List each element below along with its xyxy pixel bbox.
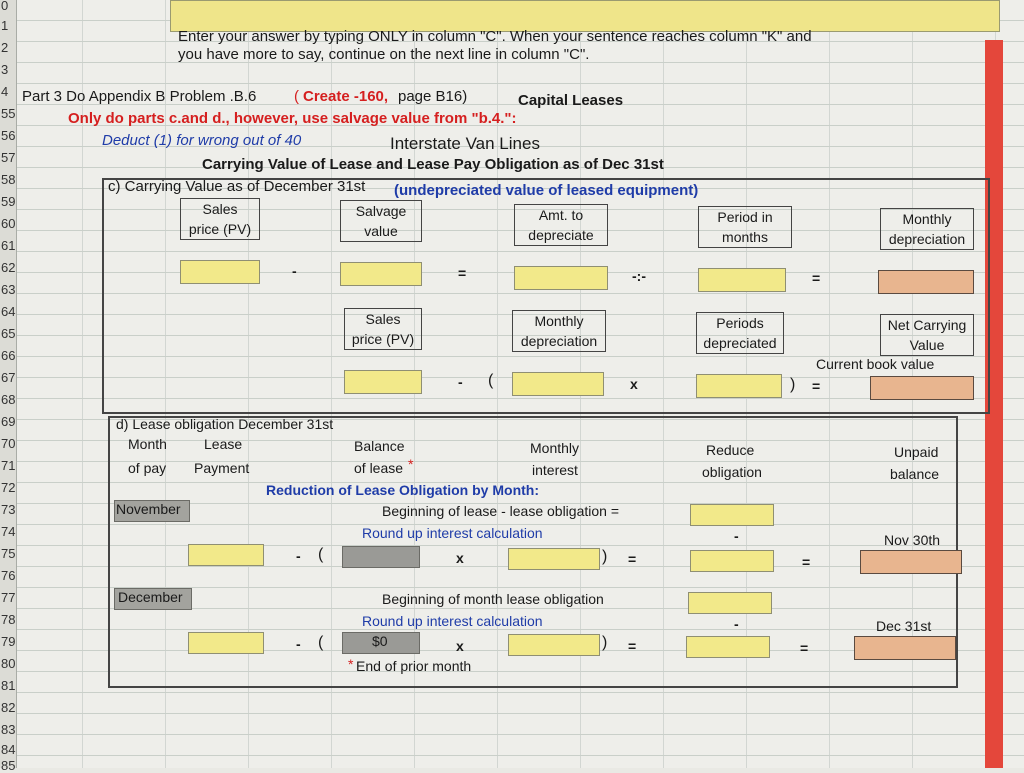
create-label: Create -160, [303,88,389,105]
row-number[interactable]: 63 [1,282,16,297]
header-text: Sales [202,201,238,217]
divide-operator: -:- [632,268,646,284]
periods-depreciated-header [696,312,784,354]
deduct-note: Deduct (1) for wrong out of 40 [102,132,302,149]
period-months-header [698,206,792,248]
multiply-operator: x [456,550,464,566]
part-label: Part 3 Do Appendix B Problem .B.6 [22,88,257,105]
balance-header: Balance [354,438,405,454]
equals-operator: = [812,270,821,286]
row-number[interactable]: 58 [1,172,16,187]
row-number[interactable]: 81 [1,678,16,693]
nov-30th-label: Nov 30th [884,532,941,548]
month-header: Month [128,436,167,452]
of-lease-header: of lease [354,460,404,476]
amt-depreciate-header [514,204,608,246]
header-text: depreciated [703,335,777,351]
equals-operator: = [628,638,637,654]
monthly-depreciation-input-2[interactable] [512,372,604,396]
row-number[interactable]: 60 [1,216,16,231]
row-number[interactable]: 56 [1,128,16,143]
row-number[interactable]: 82 [1,700,16,715]
row-number[interactable]: 64 [1,304,16,319]
footnote-text: End of prior month [356,658,472,674]
current-book-value-label: Current book value [816,356,935,372]
december-label: December [118,589,183,605]
header-text: Amt. to [538,207,584,223]
sales-price-header-2 [344,308,422,350]
sheet-title: Carrying Value of Lease and Lease Pay Obligation as of Dec 31st [202,156,664,173]
amt-depreciate-input[interactable] [514,266,608,290]
november-unpaid-balance-result[interactable] [860,550,962,574]
row-number[interactable]: 79 [1,634,16,649]
asterisk-marker: * [408,456,414,472]
header-text: depreciation [888,231,966,247]
sales-price-input-2[interactable] [344,370,422,394]
header-text: depreciation [520,333,598,349]
november-beginning-balance-input[interactable] [690,504,774,526]
november-label: November [116,501,181,517]
header-text: Salvage [355,203,407,219]
header-text: Period in [717,209,773,225]
row-number[interactable]: 62 [1,260,16,275]
header-text: Periods [716,315,764,331]
november-round-note: Round up interest calculation [362,525,543,541]
equals-operator: = [458,265,467,281]
header-text: Monthly [902,211,952,227]
minus-operator: - [734,528,739,544]
periods-depreciated-input[interactable] [696,374,782,398]
row-number[interactable]: 77 [1,590,16,605]
header-text: price (PV) [351,331,415,347]
row-number[interactable]: 3 [1,62,9,77]
minus-operator: - [458,374,463,390]
row-number[interactable]: 74 [1,524,16,539]
row-number[interactable]: 57 [1,150,16,165]
row-number[interactable]: 1 [1,18,9,33]
row-number[interactable]: 85 [1,758,16,773]
row-number[interactable]: 59 [1,194,16,209]
header-text: Sales [365,311,401,327]
unpaid-header: Unpaid [894,444,939,460]
close-paren: ) [602,634,608,651]
section-d-label: d) Lease obligation December 31st [116,416,334,432]
row-number-column [0,0,17,773]
row-number[interactable]: 71 [1,458,16,473]
salvage-value-input[interactable] [340,262,422,286]
row-number[interactable]: 80 [1,656,16,671]
net-carrying-value-header [880,314,974,356]
december-beginning-balance-input[interactable] [688,592,772,614]
interest-header: interest [532,462,578,478]
equals-operator: = [802,554,811,570]
december-line1: Beginning of month lease obligation [382,591,604,607]
capital-leases-title: Capital Leases [518,92,624,109]
december-interest-input[interactable] [508,634,600,656]
payment-header: Payment [194,460,250,476]
salvage-value-header [340,200,422,242]
row-number[interactable]: 4 [1,84,9,99]
page-label: page B16) [398,88,468,105]
row-number[interactable]: 84 [1,742,16,757]
header-text: Monthly [534,313,584,329]
reduce-header: Reduce [706,442,755,458]
december-reduce-obligation-input[interactable] [686,636,770,658]
november-reduce-obligation-input[interactable] [690,550,774,572]
december-unpaid-balance-result[interactable] [854,636,956,660]
row-number[interactable]: 75 [1,546,16,561]
minus-operator: - [296,548,301,564]
open-paren: ( [488,372,494,389]
section-c-label: c) Carrying Value as of December 31st [108,178,366,195]
sales-price-input[interactable] [180,260,260,284]
header-text: Value [909,337,945,353]
minus-operator: - [296,636,301,652]
header-text: price (PV) [188,221,252,237]
row-number[interactable]: 65 [1,326,16,341]
section-c-label-paren: (undepreciated value of leased equipment) [394,182,699,199]
header-text: depreciate [528,227,594,243]
footnote-star: * [348,656,354,672]
net-carrying-value-result[interactable] [870,376,974,400]
dec-31st-label: Dec 31st [876,618,932,634]
reduction-title: Reduction of Lease Obligation by Month: [266,482,539,498]
equals-operator: = [800,640,809,656]
row-number[interactable]: 72 [1,480,16,495]
row-number[interactable]: 78 [1,612,16,627]
monthly-depreciation-header [880,208,974,250]
minus-operator: - [292,263,297,279]
row-number[interactable]: 73 [1,502,16,517]
row-number[interactable]: 55 [1,106,16,121]
row-number[interactable]: 66 [1,348,16,363]
balance2-header: balance [890,466,940,482]
row-number[interactable]: 76 [1,568,16,583]
company-name: Interstate Van Lines [390,134,540,153]
monthly-depreciation-result[interactable] [878,270,974,294]
minus-operator: - [734,616,739,632]
monthly-depreciation-header-2 [512,310,606,352]
equals-operator: = [628,551,637,567]
multiply-operator: x [630,376,638,392]
create-paren: ( [294,88,299,105]
header-text: months [722,229,768,245]
close-paren: ) [790,376,796,393]
row-number[interactable]: 0 [1,0,9,13]
december-round-note: Round up interest calculation [362,613,543,629]
of-pay-header: of pay [128,460,167,476]
row-number[interactable]: 68 [1,392,16,407]
monthly-interest-header: Monthly [530,440,580,456]
row-number[interactable]: 2 [1,40,9,55]
lease-header: Lease [204,436,243,452]
obligation-header: obligation [702,464,762,480]
header-text: value [364,223,398,239]
instruction-line-1: Enter your answer by typing ONLY in column "C". When your sentence reaches column "K" and [178,28,812,45]
sales-price-header [180,198,260,240]
row-number[interactable]: 70 [1,436,16,451]
multiply-operator: x [456,638,464,654]
row-number[interactable]: 83 [1,722,16,737]
november-line1: Beginning of lease - lease obligation = [382,503,620,519]
november-lease-payment-input[interactable] [188,544,264,566]
instruction-line-2: you have more to say, continue on the next line in column "C". [178,46,590,63]
november-balance-cell[interactable] [342,546,420,568]
row-number[interactable]: 67 [1,370,16,385]
only-parts-note: Only do parts c.and d., however, use salvage value from "b.4.": [68,110,517,127]
row-number[interactable]: 69 [1,414,16,429]
equals-operator: = [812,378,821,394]
open-paren: ( [318,634,324,651]
december-lease-payment-input[interactable] [188,632,264,654]
close-paren: ) [602,548,608,565]
header-text: Net Carrying [887,317,967,333]
november-interest-input[interactable] [508,548,600,570]
period-months-input[interactable] [698,268,786,292]
december-balance-value: $0 [372,633,388,649]
row-number[interactable]: 61 [1,238,16,253]
open-paren: ( [318,546,324,563]
